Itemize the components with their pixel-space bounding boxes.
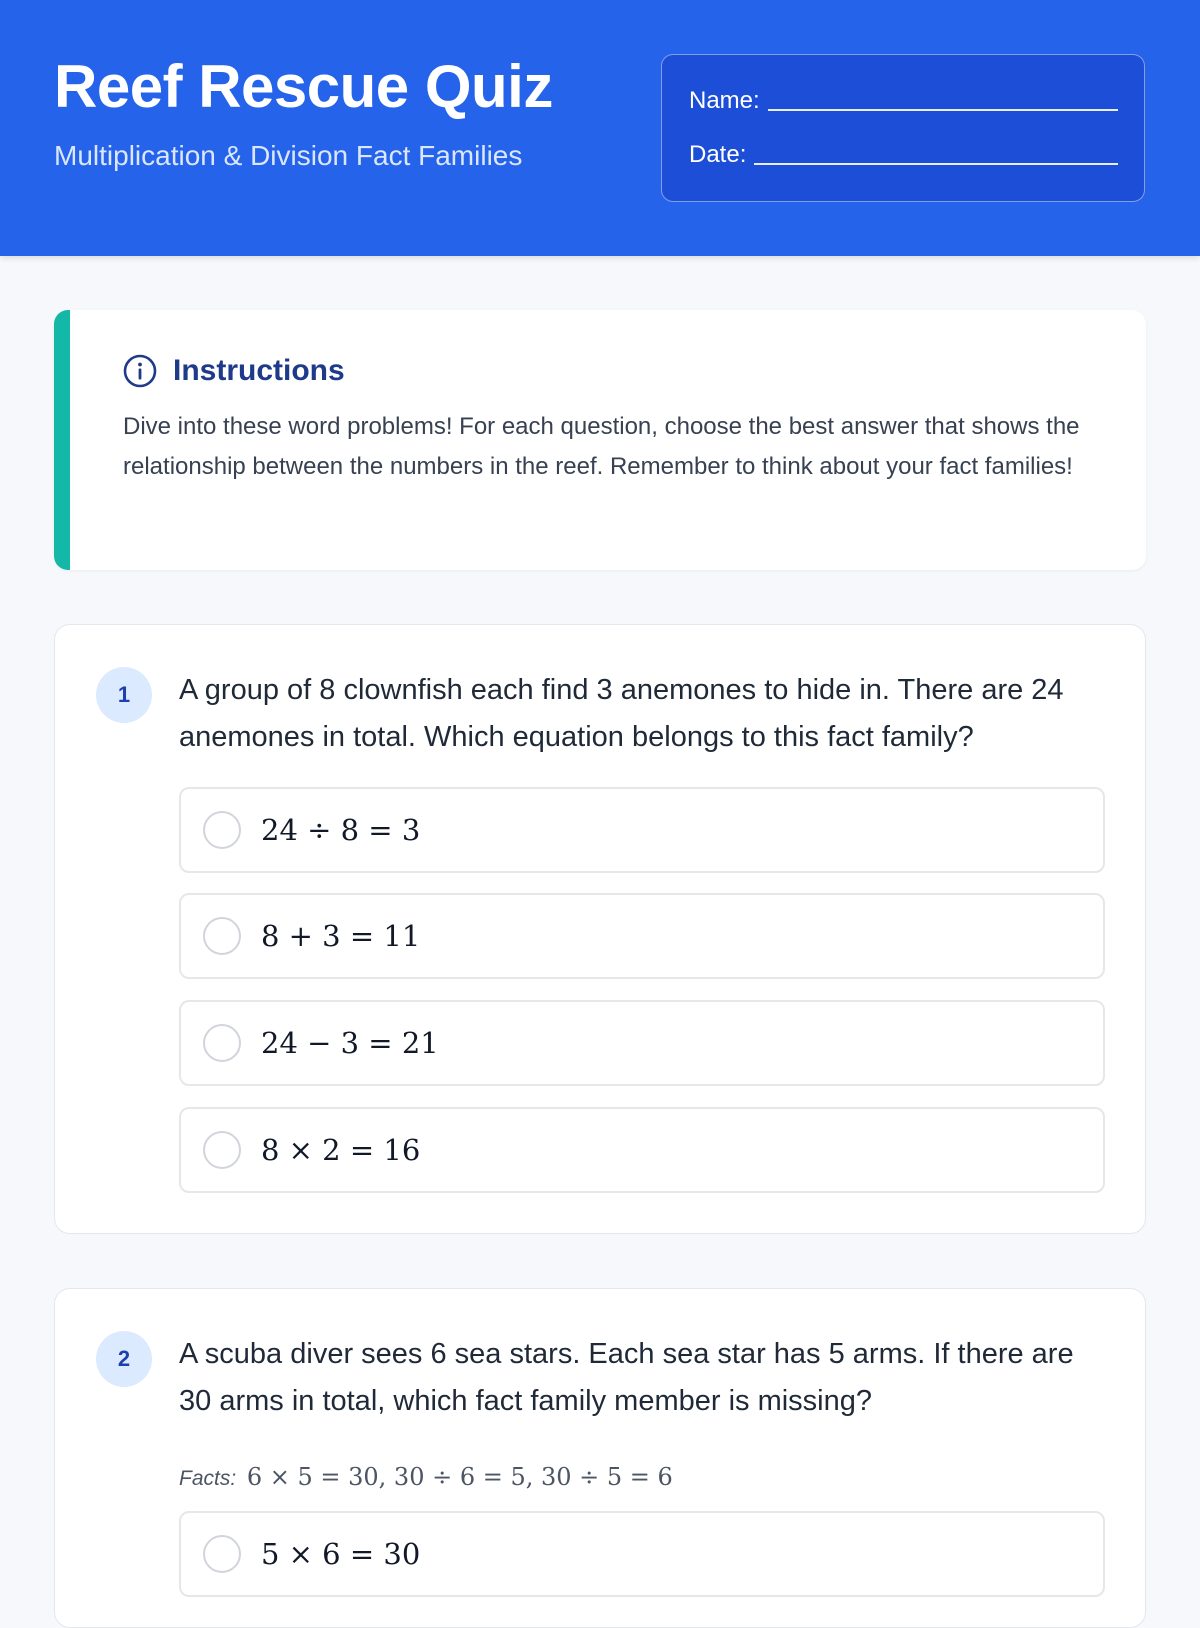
facts-label: Facts: <box>179 1467 237 1490</box>
radio-button[interactable] <box>203 917 241 955</box>
question-number-badge: 1 <box>96 667 152 723</box>
instructions-heading: Instructions <box>173 354 345 387</box>
instructions-heading-row <box>123 354 345 388</box>
name-label: Name: <box>689 87 760 114</box>
date-field[interactable] <box>689 141 1118 169</box>
radio-button[interactable] <box>203 811 241 849</box>
answer-option-1d[interactable] <box>179 1107 1105 1193</box>
answer-option-text: 24 ÷ 8 = 3 <box>261 813 421 847</box>
answer-option-1a[interactable] <box>179 787 1105 873</box>
answer-option-2a[interactable] <box>179 1511 1105 1597</box>
quiz-header <box>0 0 1200 256</box>
radio-button[interactable] <box>203 1131 241 1169</box>
quiz-title: Reef Rescue Quiz <box>54 53 553 120</box>
answer-option-1c[interactable] <box>179 1000 1105 1086</box>
question-card-2 <box>54 1288 1146 1628</box>
date-line[interactable] <box>754 143 1118 165</box>
question-text: A group of 8 clownfish each find 3 anemones to hide in. There are 24 anemones in total. Which equation belongs to this fact family? <box>179 674 1064 753</box>
instructions-card <box>54 310 1146 570</box>
fact-family-hint <box>179 1463 673 1492</box>
question-number-badge: 2 <box>96 1331 152 1387</box>
date-label: Date: <box>689 141 747 168</box>
answer-option-1b[interactable] <box>179 893 1105 979</box>
question-card-1 <box>54 624 1146 1234</box>
answer-option-text: 24 − 3 = 21 <box>261 1026 439 1060</box>
name-line[interactable] <box>768 89 1118 111</box>
info-circle-icon <box>123 354 157 388</box>
name-field[interactable] <box>689 87 1118 115</box>
facts-equations: 6 × 5 = 30, 30 ÷ 6 = 5, 30 ÷ 5 = 6 <box>246 1463 673 1491</box>
answer-option-text: 8 + 3 = 11 <box>261 919 421 953</box>
instructions-text: Dive into these word problems! For each question, choose the best answer that shows the relationship between the numbers in the reef. Remember to think about your fact families! <box>123 413 1080 480</box>
question-text: A scuba diver sees 6 sea stars. Each sea star has 5 arms. If there are 30 arms in total, which fact family member is missing? <box>179 1338 1074 1417</box>
answer-option-text: 8 × 2 = 16 <box>261 1133 421 1167</box>
student-info-box <box>661 54 1145 202</box>
radio-button[interactable] <box>203 1024 241 1062</box>
answer-option-text: 5 × 6 = 30 <box>261 1537 421 1571</box>
radio-button[interactable] <box>203 1535 241 1573</box>
quiz-subtitle: Multiplication & Division Fact Families <box>54 140 523 171</box>
